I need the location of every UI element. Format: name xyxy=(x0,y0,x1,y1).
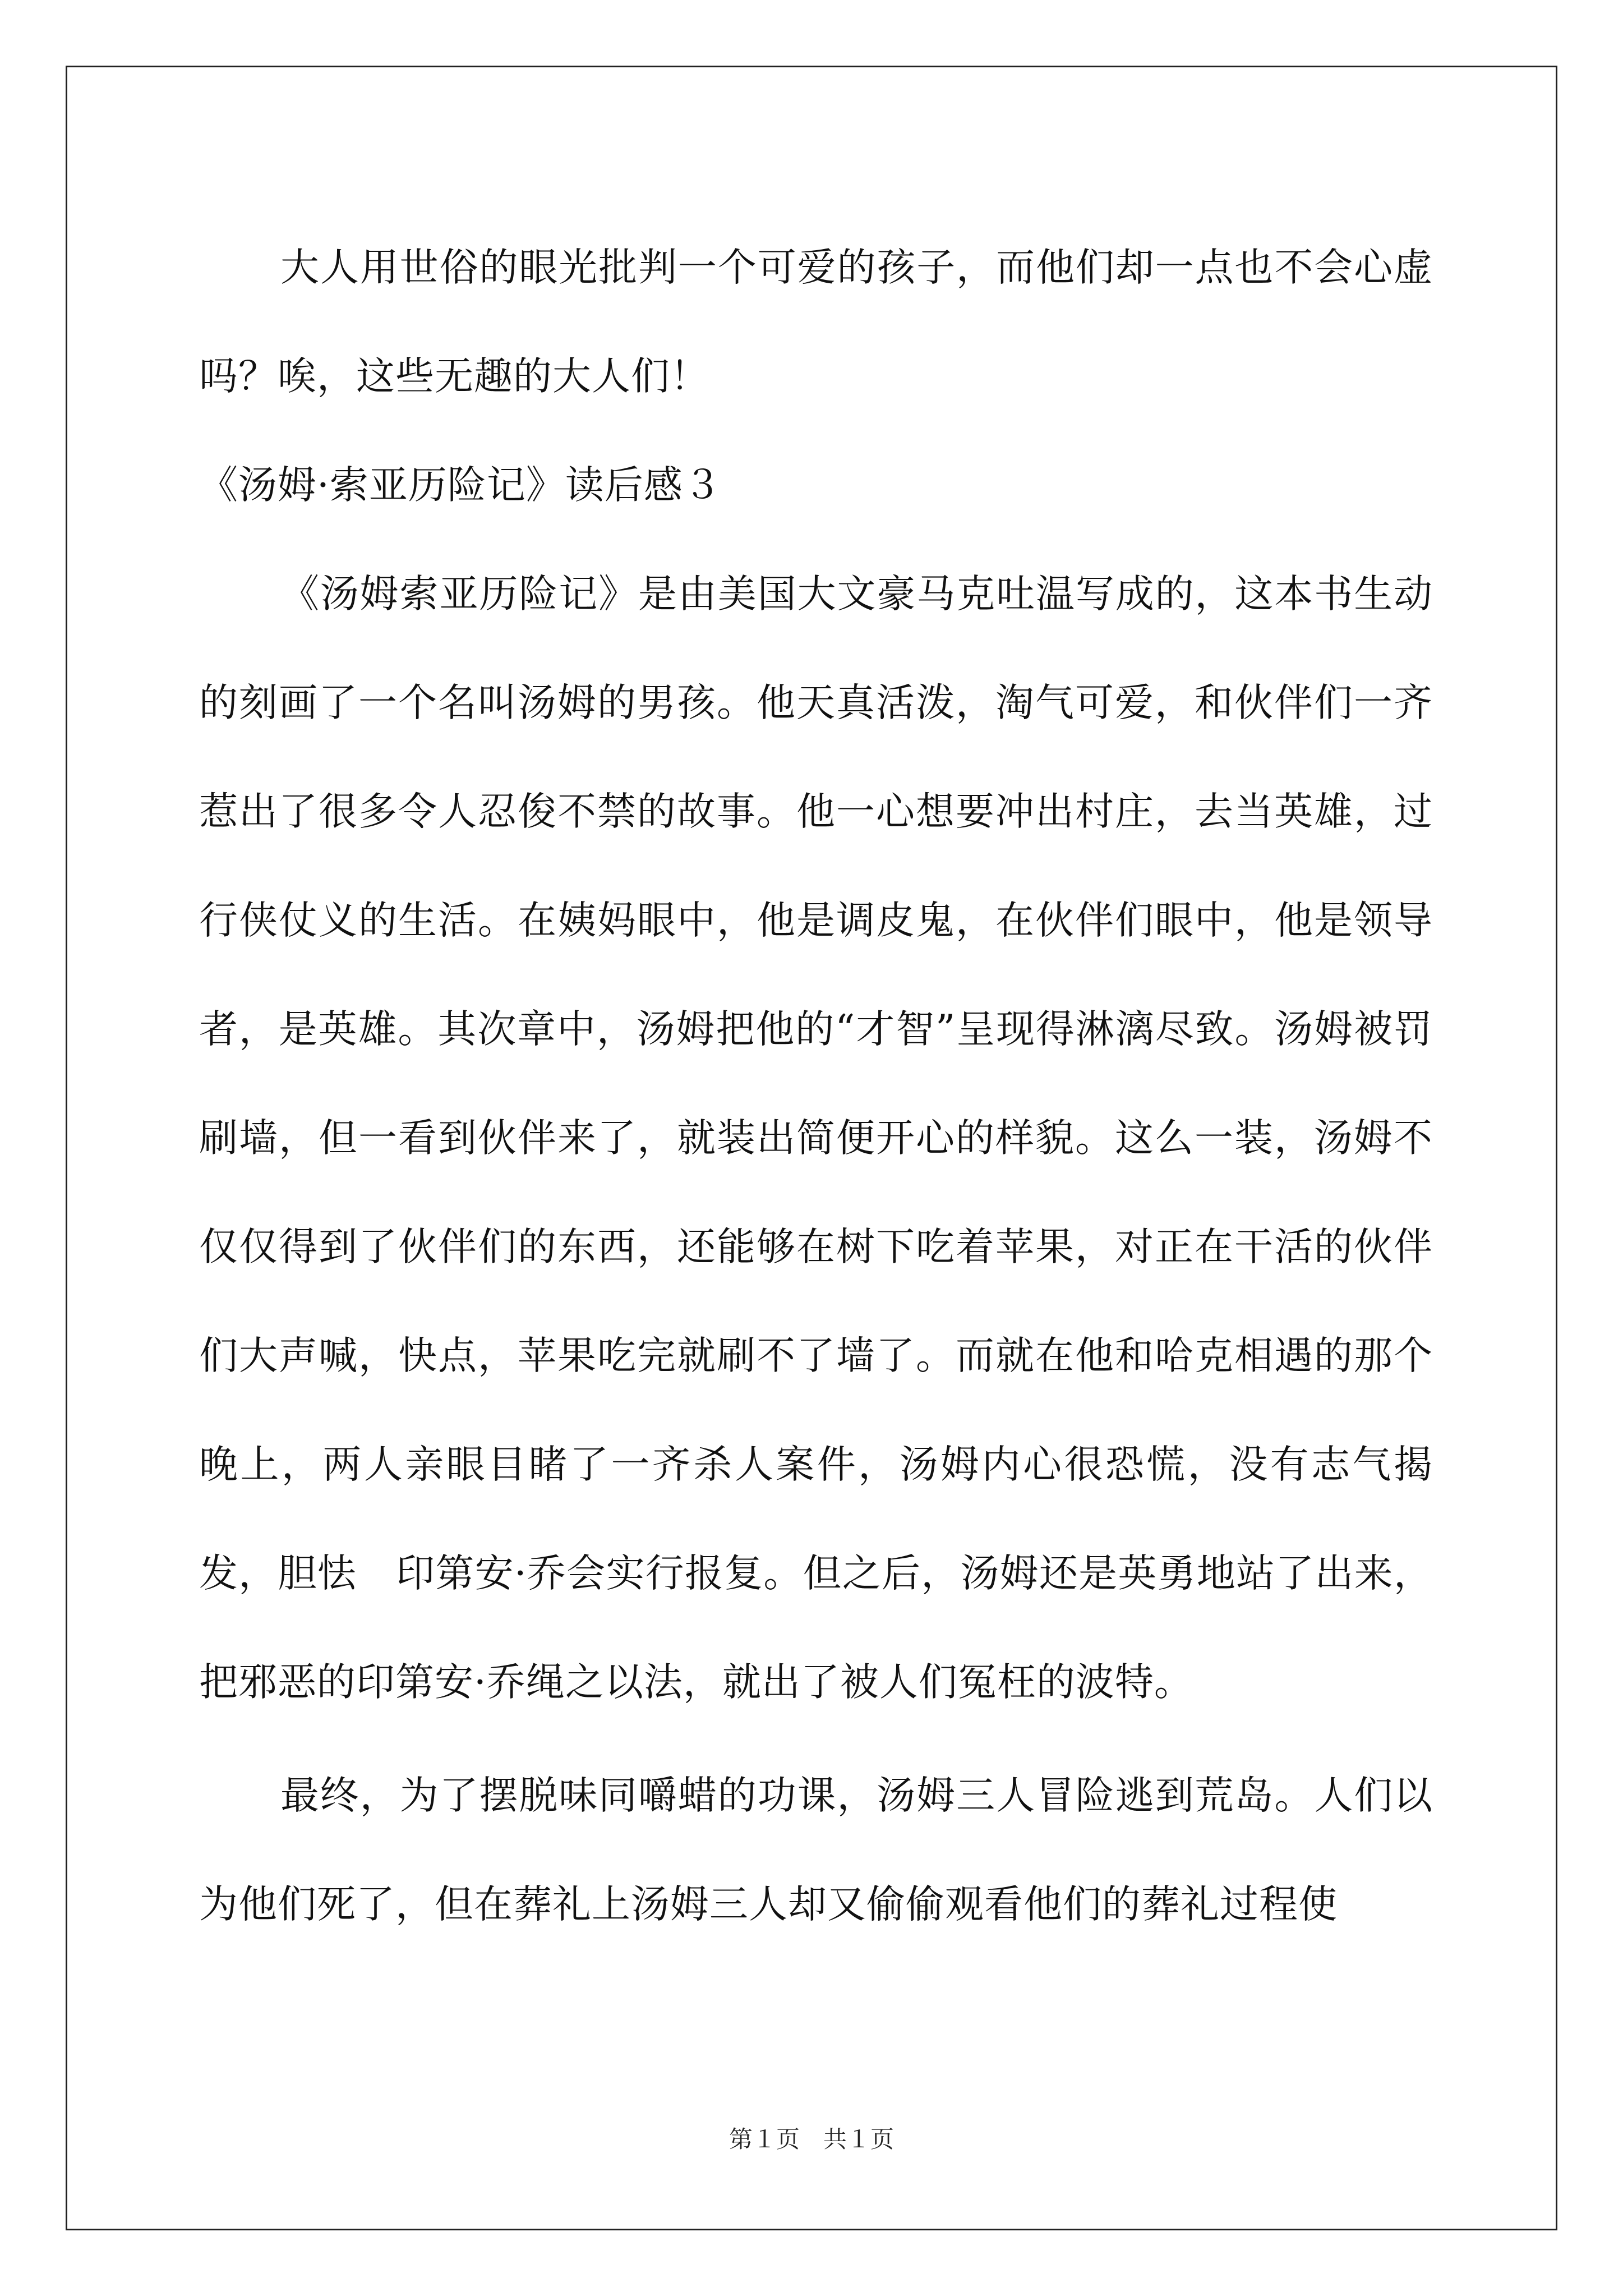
document-body xyxy=(199,213,1433,1959)
section-heading: 《汤姆·索亚历险记》读后感３ xyxy=(199,463,722,508)
paragraph-review: 《汤姆索亚历险记》是由美国大文豪马克吐温写成的，这本书生动的刻画了一个名叫汤姆的男孩。他天真活泼，淘气可爱，和伙伴们一齐惹出了很多令人忍俊不禁的故事。他一心想要冲出村庄，去当英雄，过行侠仗义的生活。在姨妈眼中，他是调皮鬼，在伙伴们眼中，他是领导者，是英雄。其次章中，汤姆把他的“才智”呈现得淋漓尽致。汤姆被罚刷墙，但一看到伙伴来了，就装出简便开心的样貌。这么一装，汤姆不仅仅得到了伙伴们的东西，还能够在树下吃着苹果，对正在干活的伙伴们大声喊，快点，苹果吃完就刷不了墙了。而就在他和哈克相遇的那个晚上，两人亲眼目睹了一齐杀人案件，汤姆内心很恐慌，没有志气揭发，胆怯 印第安·乔会实行报复。但之后，汤姆还是英勇地站了出来，把邪恶的印第安·乔绳之以法，就出了被人们冤枉的波特。 xyxy=(199,572,1433,1705)
paragraph-ending: 最终，为了摆脱味同嚼蜡的功课，汤姆三人冒险逃到荒岛。人们以为他们死了，但在葬礼上汤姆三人却又偷偷观看他们的葬礼过程使 xyxy=(199,1773,1433,1927)
paragraph-intro: 大人用世俗的眼光批判一个可爱的孩子，而他们却一点也不会心虚吗？唉，这些无趣的大人们！ xyxy=(199,245,1433,399)
page-footer: 第１页 共１页 xyxy=(728,2125,894,2153)
